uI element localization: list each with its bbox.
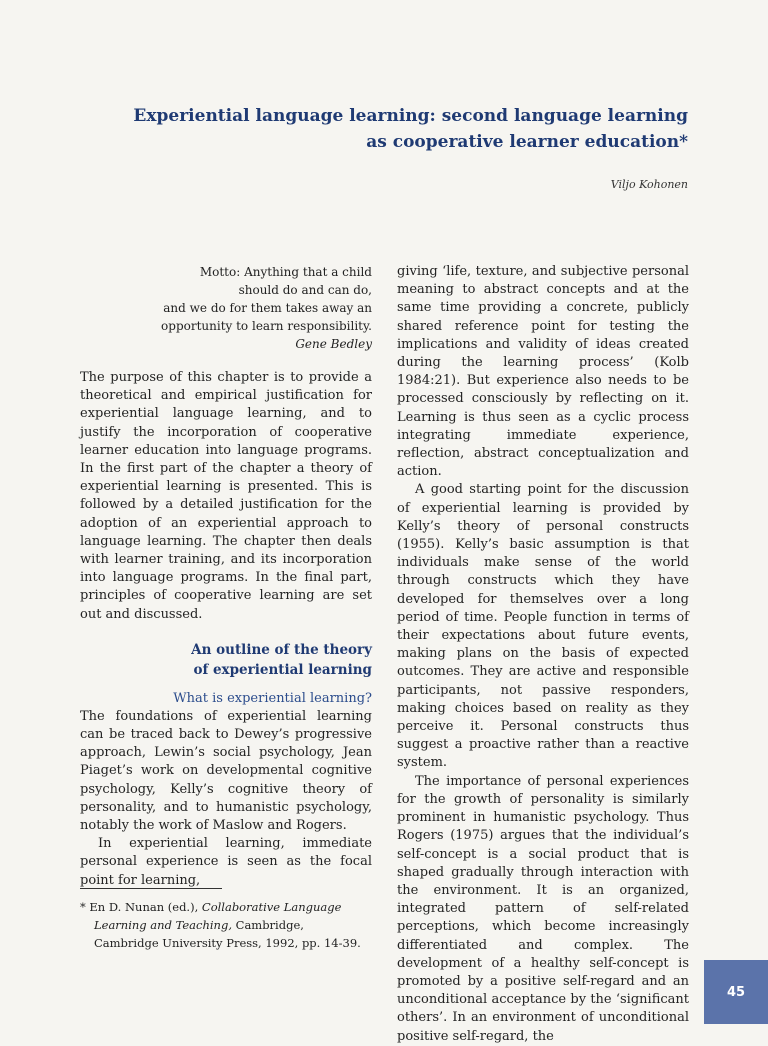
body-paragraph: A good starting point for the discussion of experiential learning is provided by Kelly’s theory of personal constructs (1955). Kelly’s basic assumption is that individuals make sense of the world through constructs which they have developed for themselves over a long period of time. People function in terms of their expectations about future events, making plans on the basis of expected outcomes. They are active and responsible participants, not passive responders, making choices based on reality as they perceive it. Personal constructs thus suggest a proactive rather than a reactive system. (397, 482, 689, 771)
motto-line: and we do for them takes away an (163, 301, 372, 315)
subsection-heading: What is experiential learning? (173, 690, 372, 706)
right-column (397, 263, 689, 1046)
footnote-prefix: * En D. Nunan (ed.), (80, 900, 202, 914)
chapter-title (128, 103, 688, 155)
section-heading-line: of experiential learning (193, 661, 372, 678)
footnote-book-title: Collaborative Language Learning and Teaching, (94, 900, 342, 932)
body-paragraph: The importance of personal experiences for the growth of personality is similarly prominent in humanistic psychology. Thus Rogers (1975) argues that the individual’s self-concept is a social product that is shaped gradually through interaction with the environment. It is an organized, integrated pattern of self-related perceptions, which become increasingly differentiated and complex. The development of a healthy self-concept is promoted by a positive self-regard and an unconditional acceptance by the ‘significant others’. In an environment of unconditional positive self-regard, the (397, 773, 689, 1044)
section-heading (80, 640, 372, 680)
motto-line: should do and can do, (238, 283, 372, 297)
footnote-divider (80, 888, 222, 889)
body-paragraph: giving ‘life, texture, and subjective personal meaning to abstract concepts and at the same time providing a concrete, publicly shared reference point for testing the implications and validity of ideas created during the learning process’ (Kolb 1984:21). But experience also needs to be processed consciously by reflecting on it. Learning is thus seen as a cyclic process integrating immediate experience, reflection, abstract conceptualization and action. (397, 264, 689, 480)
body-paragraph: The foundations of experiential learning can be traced back to Dewey’s progressive approach, Lewin’s social psychology, Jean Piaget’s work on developmental cognitive psychology, Kelly’s cognitive theory of personality, and to humanistic psychology, notably the work of Maslow and Rogers. (80, 708, 372, 834)
motto-line: opportunity to learn responsibility. (161, 319, 372, 333)
title-line-1: Experiential language learning: second language learning (133, 106, 688, 126)
motto-line: Motto: Anything that a child (199, 265, 372, 279)
author-name: Viljo Kohonen (610, 178, 688, 191)
motto-attribution: Gene Bedley (295, 337, 372, 351)
body-paragraph: The purpose of this chapter is to provide a theoretical and empirical justification for experiential language learning, and to justify the incorporation of cooperative learner education into language programs. In the first part of the chapter a theory of experiential learning is presented. This is followed by a detailed justification for the adoption of an experiential approach to language learning. The chapter then deals with learner training, and its incorporation into language programs. In the final part, principles of cooperative learning are set out and discussed. (80, 370, 372, 622)
motto (80, 263, 372, 353)
footnote (80, 898, 372, 952)
footnote-rest: Cambridge, Cambridge University Press, 1992, pp. 14-39. (94, 918, 361, 950)
section-heading-line: An outline of the theory (191, 641, 372, 658)
title-line-2: as cooperative learner education* (366, 132, 688, 152)
body-paragraph: In experiential learning, immediate personal experience is seen as the focal point for learning, (80, 836, 372, 888)
page-number: 45 (704, 960, 768, 1024)
left-column (80, 263, 372, 890)
